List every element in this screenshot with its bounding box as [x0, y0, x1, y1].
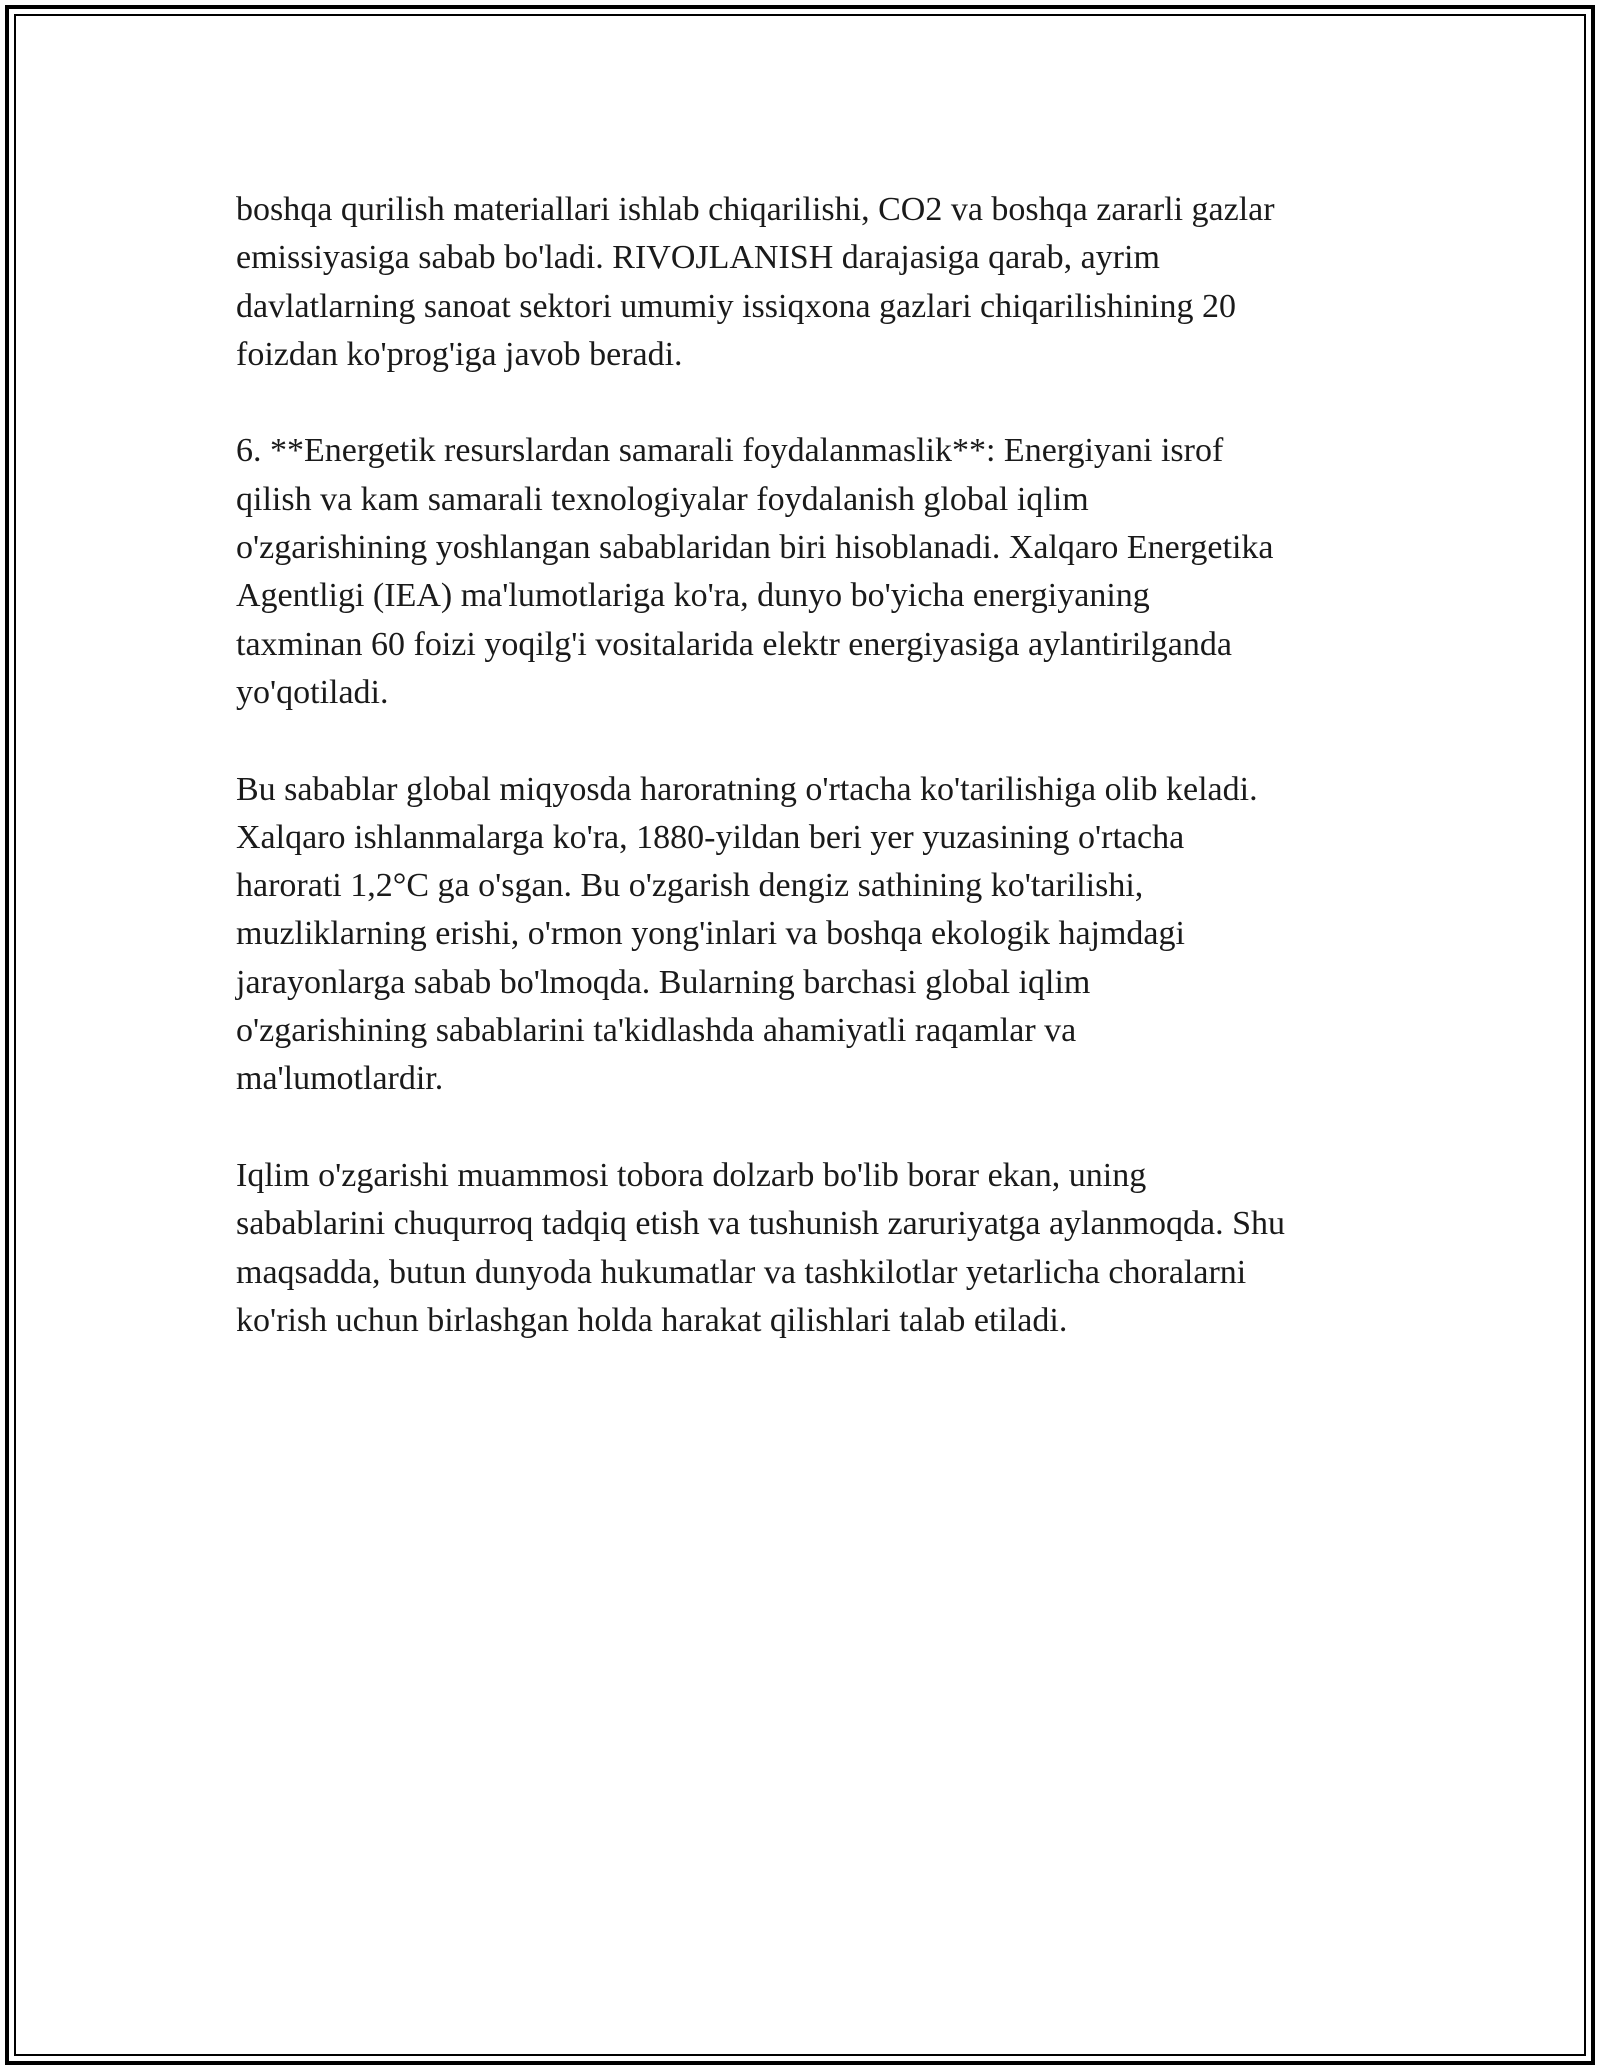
paragraph-1: boshqa qurilish materiallari ishlab chiqarilishi, CO2 va boshqa zararli gazlar emissiyasiga sabab bo'ladi. RIVOJLANISH darajasiga qarab, ayrim davlatlarning sanoat sektori umumiy issiqxona gazlari chiqarilishining 20 foizdan ko'prog'iga javob beradi.	[236, 191, 1275, 373]
paragraph-2: 6. **Energetik resurslardan samarali foydalanmaslik**: Energiyani isrof qilish va kam samarali texnologiyalar foydalanish global iqlim o'zgarishining yoshlangan sabablaridan biri hisoblanadi. Xalqaro Energetika Agentligi (IEA) ma'lumotlariga ko'ra, dunyo bo'yicha energiyaning taxminan 60 foizi yoqilg'i vositalarida elektr energiyasiga aylantirilganda yo'qotiladi.	[236, 432, 1274, 711]
paragraph-4: Iqlim o'zgarishi muammosi tobora dolzarb bo'lib borar ekan, uning sabablarini chuqurroq tadqiq etish va tushunish zaruriyatga aylanmoqda. Shu maqsadda, butun dunyoda hukumatlar va tashkilotlar yetarlicha choralarni ko'rish uchun birlashgan holda harakat qilishlari talab etiladi.	[236, 1156, 1286, 1339]
paragraph-3: Bu sabablar global miqyosda haroratning o'rtacha ko'tarilishiga olib keladi. Xalqaro ishlanmalarga ko'ra, 1880-yildan beri yer yuzasining o'rtacha harorati 1,2°C ga o'sgan. Bu o'zgarish dengiz sathining ko'tarilishi, muzliklarning erishi, o'rmon yong'inlari va boshqa ekologik hajmdagi jarayonlarga sabab bo'lmoqda. Bularning barchasi global iqlim o'zgarishining sabablarini ta'kidlashda ahamiyatli raqamlar va ma'lumotlardir.	[236, 770, 1258, 1098]
document-body	[236, 186, 1386, 1393]
